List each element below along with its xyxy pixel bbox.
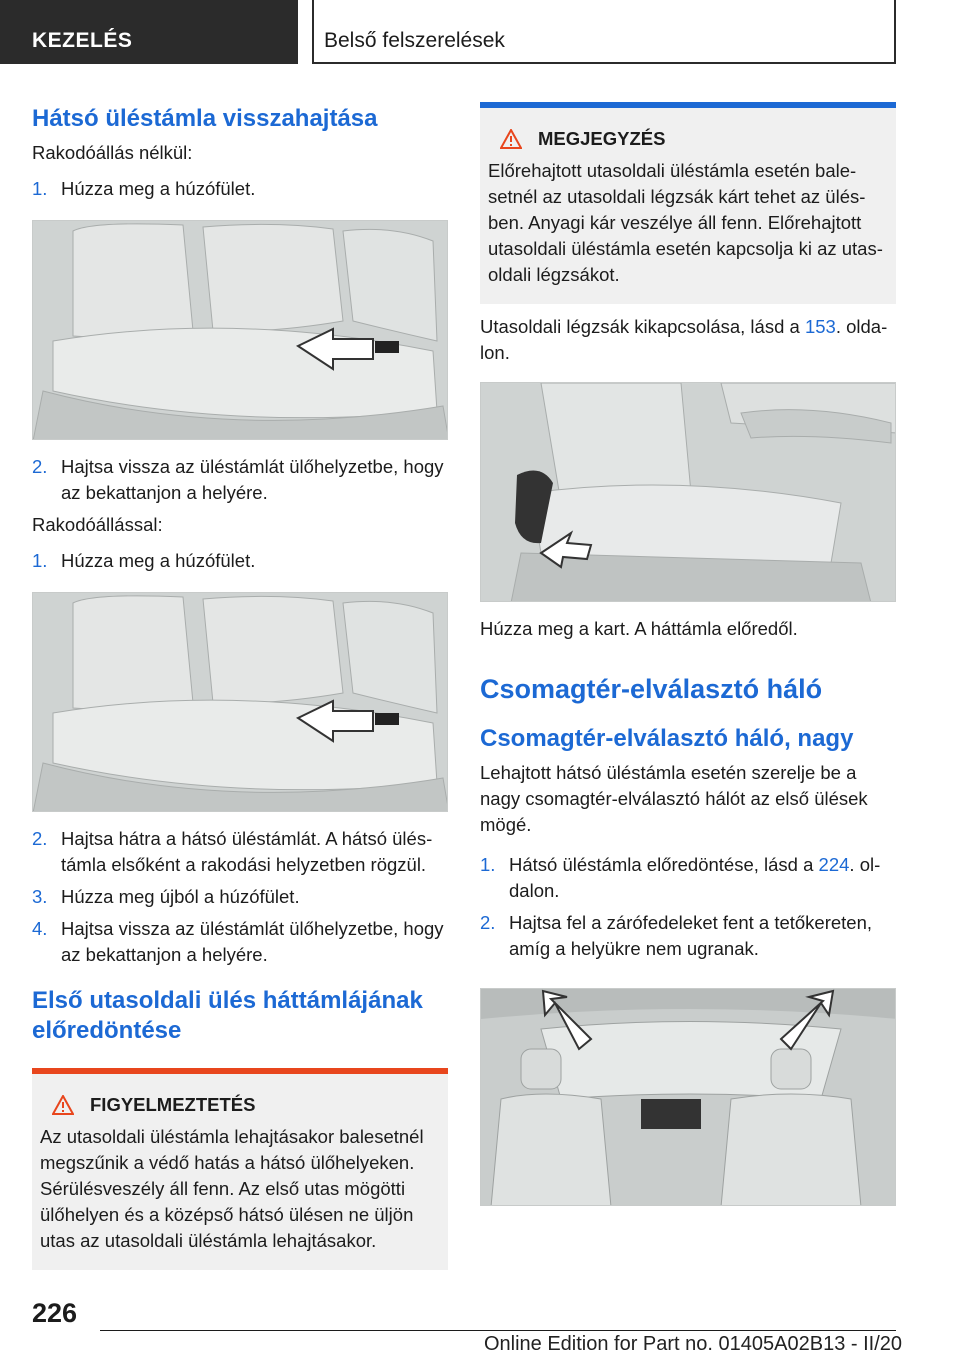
warning-title — [52, 1094, 440, 1116]
edition-label: Online Edition for Part no. 01405A02B13 - II/20 — [483, 1333, 902, 1355]
heading-rear-seat-fold: Hátsó üléstámla visszahajtása — [32, 105, 378, 132]
warning-box — [32, 1068, 448, 1270]
step-number: 1. — [32, 178, 48, 199]
step-text: Hajtsa vissza az üléstámlát ülőhelyzetbe, hogy az bekattanjon a helyére. — [61, 918, 444, 965]
step-text — [509, 852, 896, 904]
warning-icon — [52, 1095, 74, 1115]
step-text: Húzza meg a húzófület. — [61, 550, 256, 571]
step-number: 1. — [480, 854, 496, 875]
net-step-2 — [480, 910, 896, 962]
airbag-ref-text: Utasoldali légzsák kikapcsolása, lásd a — [480, 316, 805, 337]
step-text: Hajtsa vissza az üléstámlát ülőhelyzetbe, hogy az bekattanjon a helyére. — [61, 456, 444, 503]
step-text: Húzza meg a húzófület. — [61, 178, 256, 199]
step1-text: Hátsó üléstámla előredöntése, lásd a — [509, 854, 819, 875]
step-b4 — [32, 916, 448, 968]
step-a2 — [32, 454, 448, 506]
step-number: 2. — [480, 912, 496, 933]
note-title — [500, 128, 888, 150]
step-b2 — [32, 826, 448, 878]
rear-seat-figure-2 — [32, 592, 448, 812]
step-text: Húzza meg újból a húzófület. — [61, 886, 300, 907]
page-number: 226 — [32, 1298, 78, 1328]
step-text: Hajtsa hátra a hátsó üléstámlát. A hátsó üléstámla elsőként a rakodási helyzetben rögzül. — [61, 828, 433, 875]
rear-seat-figure-1 — [32, 220, 448, 440]
heading-cargo-net: Csomagtér-elválasztó háló — [480, 674, 823, 704]
chapter-title: Belső felszerelések — [312, 0, 896, 64]
front-seat-illustration — [481, 383, 896, 602]
step-number: 3. — [32, 886, 48, 907]
cargo-net-figure — [480, 988, 896, 1206]
page-header — [0, 0, 960, 66]
without-load-label: Rakodóállás nélkül: — [32, 142, 193, 163]
lever-instruction: Húzza meg a kart. A háttámla előredől. — [480, 618, 798, 639]
rear-seat-illustration — [33, 593, 448, 812]
rear-seat-illustration — [33, 221, 448, 440]
left-column — [32, 100, 448, 1270]
step-b3 — [32, 884, 448, 910]
footer-divider — [100, 1330, 896, 1331]
step-number: 2. — [32, 456, 48, 477]
step-a1 — [32, 176, 448, 202]
section-tab: KEZELÉS — [0, 0, 298, 64]
note-title-text: MEGJEGYZÉS — [538, 128, 666, 149]
cargo-net-intro: Lehajtott hátsó üléstámla esetén szerelje be a nagy csomagtér-elválasztó hálót az első ülések mögé. — [480, 762, 868, 835]
step-number: 1. — [32, 550, 48, 571]
heading-front-seat-fold: Első utasoldali ülés háttámlájának előredöntése — [32, 987, 423, 1044]
heading-cargo-net-large: Csomagtér-elválasztó háló, nagy — [480, 725, 854, 752]
step1-suffix: . oldalon. — [509, 854, 881, 901]
page-link-153[interactable]: 153 — [804, 316, 836, 337]
car-interior-illustration — [481, 989, 896, 1206]
notice-icon — [500, 129, 522, 149]
step-b1 — [32, 548, 448, 574]
net-step-1 — [480, 852, 896, 904]
warning-title-text: FIGYELMEZTETÉS — [90, 1094, 256, 1115]
step-text: Hajtsa fel a zárófedeleket fent a tetőkereten, amíg a helyükre nem ugranak. — [509, 912, 873, 959]
airbag-reference — [480, 314, 896, 366]
page-link-224[interactable]: 224 — [818, 854, 850, 875]
step-number: 2. — [32, 828, 48, 849]
airbag-ref-suffix: . oldalon. — [480, 316, 888, 363]
warning-text: Az utasoldali üléstámla lehajtásakor balesetnél megszűnik a védő hatás a hátsó ülőhelyeken. Sérülésveszély áll fenn. Az első utas mögötti ülőhelyen és a középső hátsó ülésen ne üljön utas az utasoldali üléstámla lehajtásakor. — [40, 1126, 424, 1251]
note-text: Előrehajtott utasoldali üléstámla esetén balesetnél az utasoldali légzsák kárt tehet az ülésben. Anyagi kár veszélye áll fenn. Előrehajtott utasoldali üléstámla esetén kapcsolja ki az utasoldali légzsákot. — [488, 160, 883, 285]
step-number: 4. — [32, 918, 48, 939]
note-box — [480, 102, 896, 304]
front-seat-lever-figure — [480, 382, 896, 602]
with-load-label: Rakodóállással: — [32, 514, 163, 535]
right-column — [480, 102, 896, 1206]
